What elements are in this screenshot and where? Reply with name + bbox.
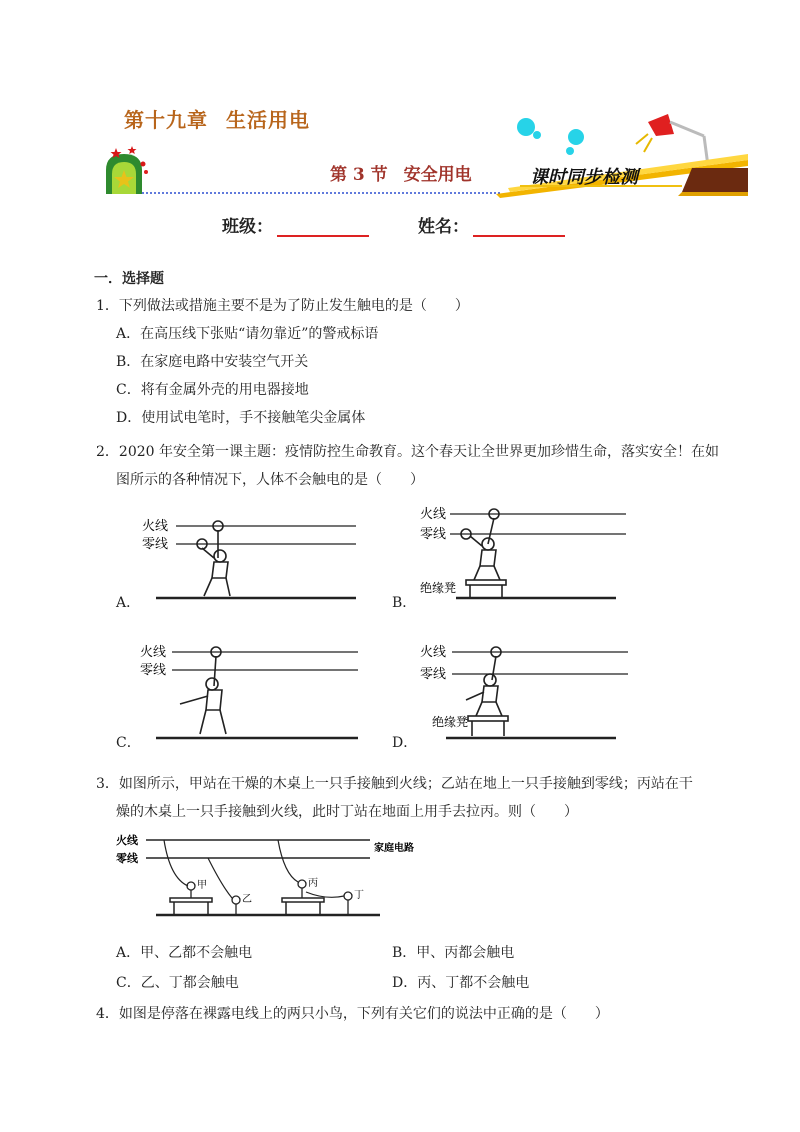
live-wire-label: 火线 [140, 645, 167, 660]
person-icon [187, 882, 195, 898]
question-stem-line2: 图所示的各种情况下，人体不会触电的是（ ） [116, 472, 424, 488]
person-label: 丙 [308, 878, 318, 889]
person-icon [232, 896, 240, 914]
person-label: 丁 [354, 890, 364, 901]
household-circuit-figure[interactable] [112, 830, 442, 922]
section-title [330, 160, 472, 185]
live-wire-label: 火线 [142, 519, 169, 534]
bubble-icon [566, 147, 574, 155]
person-icon [180, 647, 226, 734]
option-a[interactable]: A．甲、乙都不会触电 [116, 945, 253, 961]
name-field [418, 212, 565, 237]
class-blank[interactable] [277, 219, 369, 237]
chapter-number: 第十九章 [124, 108, 208, 132]
person-icon [344, 892, 352, 914]
desk-lamp-icon [636, 114, 708, 166]
option-b[interactable]: B．甲、丙都会触电 [392, 945, 515, 961]
figure-label: C． [116, 735, 141, 751]
shock-figure-a [136, 508, 376, 608]
person-label: 甲 [197, 880, 207, 891]
live-wire-label: 火线 [116, 834, 138, 847]
person-icon [466, 647, 502, 716]
section-name: 安全用电 [403, 165, 472, 185]
section-number: 第 3 节 [330, 165, 388, 185]
wooden-table-icon [170, 898, 212, 914]
stool-label: 绝缘凳 [432, 715, 469, 729]
question-stem-line2: 燥的木桌上一只手接触到火线，此时丁站在地面上用手去拉丙。则（ ） [116, 804, 578, 820]
wooden-table-icon [282, 898, 324, 914]
bubble-icon [517, 118, 535, 136]
option-a[interactable]: A．在高压线下张贴“请勿靠近”的警戒标语 [116, 326, 379, 342]
option-d[interactable]: D．使用试电笔时，手不接触笔尖金属体 [116, 410, 366, 426]
neutral-wire-label: 零线 [140, 663, 167, 678]
stool-label: 绝缘凳 [420, 581, 457, 595]
shock-figure-b [416, 500, 646, 608]
ribbon-label: 课时同步检测 [530, 167, 638, 188]
option-c[interactable]: C．将有金属外壳的用电器接地 [116, 382, 309, 398]
part-heading: 一．选择题 [94, 271, 164, 287]
class-label: 班级： [222, 217, 273, 237]
person-icon [197, 521, 230, 596]
insulated-stool-icon [466, 580, 506, 598]
question-stem-line1: 2．2020 年安全第一课主题：疫情防控生命教育。这个春天让全世界更加珍惜生命，落实安全！在如 [96, 444, 719, 460]
person-label: 乙 [242, 894, 252, 905]
neutral-wire-label: 零线 [420, 667, 447, 682]
figure-label: B． [392, 595, 417, 611]
person-icon [298, 880, 306, 898]
option-d[interactable]: D．丙、丁都不会触电 [392, 975, 530, 991]
insulated-stool-icon [468, 716, 508, 736]
option-c[interactable]: C．乙、丁都会触电 [116, 975, 239, 991]
header-banner-graphics [96, 108, 756, 200]
name-blank[interactable] [473, 219, 565, 237]
figure-label: D． [392, 735, 418, 751]
person-icon [461, 509, 500, 580]
bubble-icon [568, 129, 584, 145]
shock-figure-c [136, 640, 376, 748]
neutral-wire-label: 零线 [142, 537, 169, 552]
name-label: 姓名： [418, 217, 469, 237]
chapter-name: 生活用电 [226, 108, 310, 132]
option-b[interactable]: B．在家庭电路中安装空气开关 [116, 354, 309, 370]
question-2 [96, 438, 736, 494]
question-3 [96, 770, 736, 826]
neutral-wire-label: 零线 [420, 527, 447, 542]
question-4 [96, 1000, 716, 1028]
question-stem: 1．下列做法或措施主要不是为了防止发生触电的是（ ） [96, 298, 469, 314]
question-stem: 4．如图是停落在裸露电线上的两只小鸟，下列有关它们的说法中正确的是（ ） [96, 1006, 609, 1022]
neutral-wire-label: 零线 [116, 852, 138, 865]
circuit-label: 家庭电路 [374, 843, 414, 854]
question-stem-line1: 3．如图所示，甲站在干燥的木桌上一只手接触到火线；乙站在地上一只手接触到零线；丙站在干 [96, 776, 693, 792]
live-wire-label: 火线 [420, 507, 447, 522]
figure-label: A． [116, 595, 141, 611]
class-field [222, 212, 369, 237]
bubble-icon [533, 131, 541, 139]
question-1 [96, 292, 716, 432]
shock-figure-d [416, 640, 646, 748]
live-wire-label: 火线 [420, 645, 447, 660]
star-hut-icon [106, 146, 148, 194]
